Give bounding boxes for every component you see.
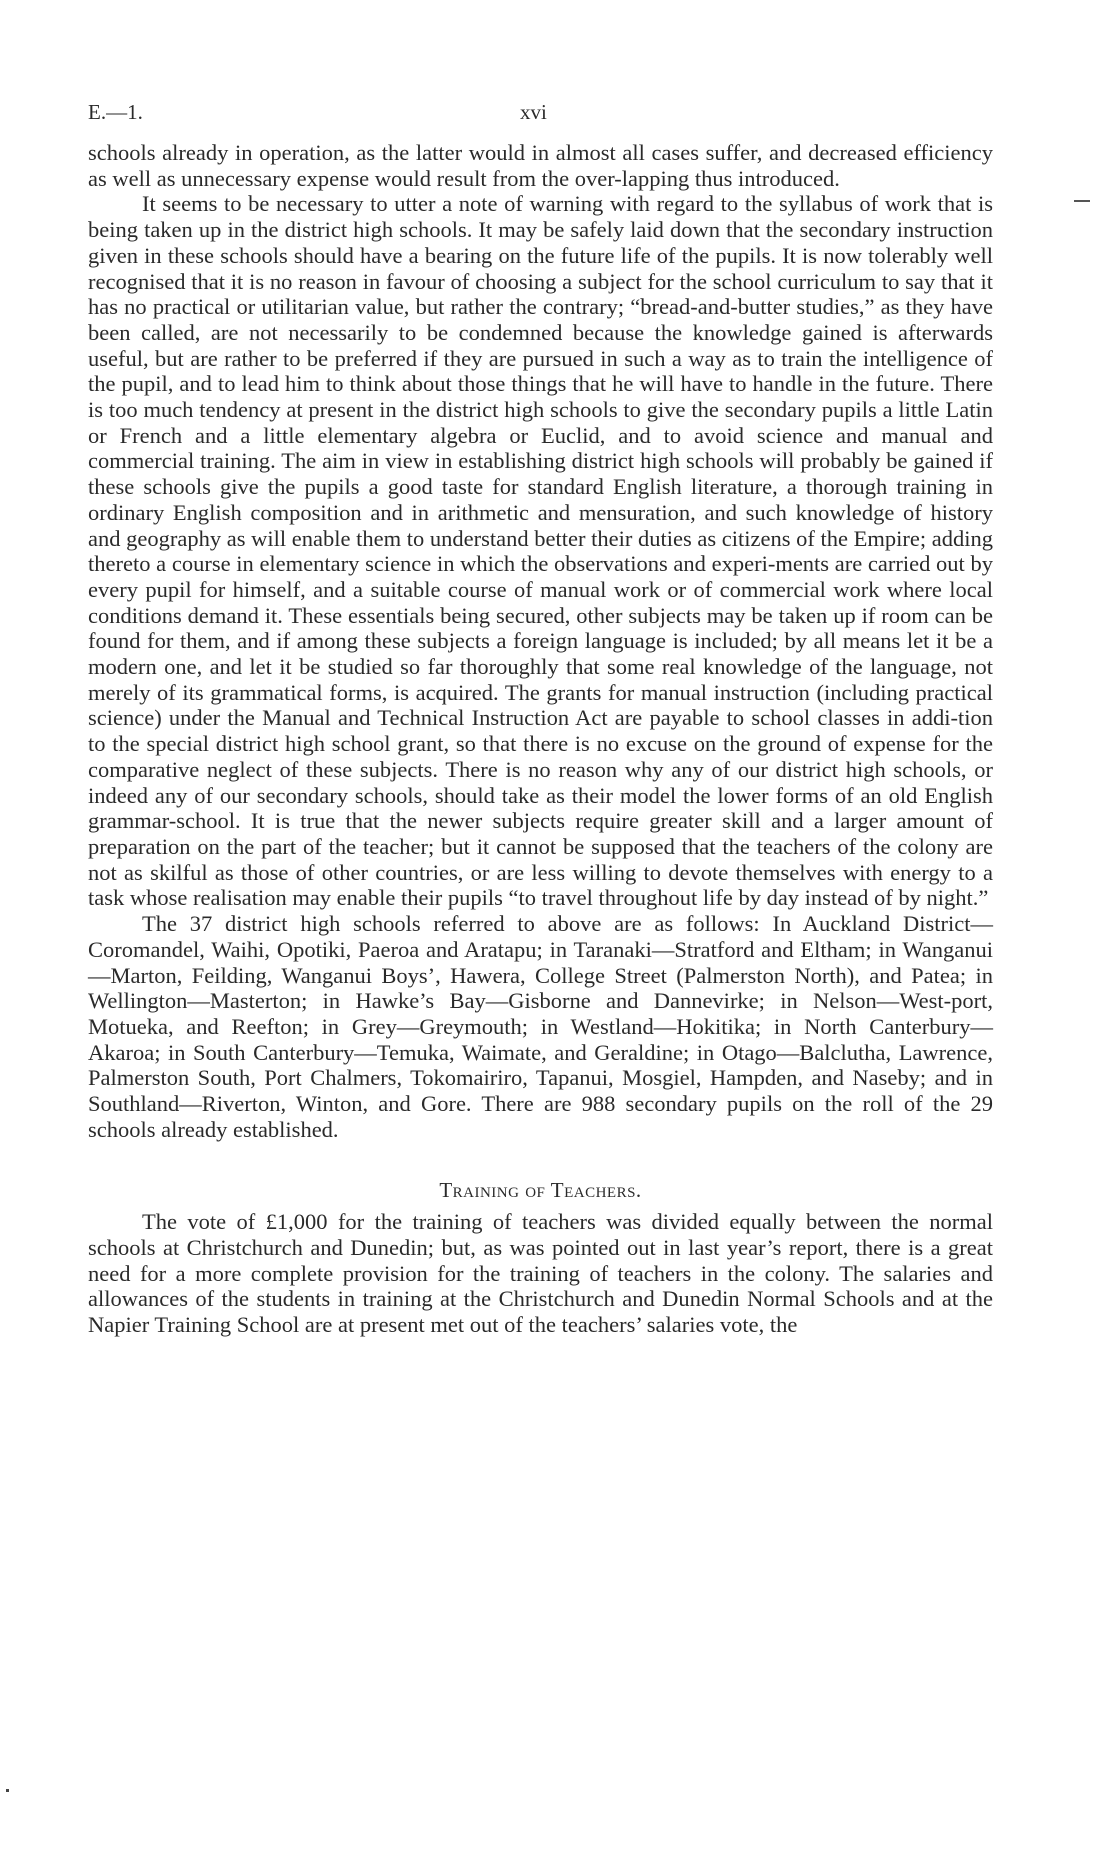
section-heading-training-of-teachers: Training of Teachers.: [439, 1178, 642, 1203]
paragraph-continuation: schools already in operation, as the latter would in almost all cases suffer, and decreased efficiency as well as unnecessary expense would result from the over-lapping thus introduced.: [88, 140, 993, 191]
paragraph-training-vote: The vote of £1,000 for the training of teachers was divided equally between the normal schools at Christchurch and Dunedin; but, as was pointed out in last year’s report, there is a great need for a more complete provision for the training of teachers in the colony. The salaries and allowances of the students in training at the Christchurch and Dunedin Normal Schools and at the Napier Training School are at present met out of the teachers’ salaries vote, the: [88, 1209, 993, 1337]
paragraph-syllabus-warning: It seems to be necessary to utter a note of warning with regard to the syllabus of work that is being taken up in the district high schools. It may be safely laid down that the secondary instruction given in these schools should have a bearing on the future life of the pupils. It is now tolerably well recognised that it is no reason in favour of choosing a subject for the school curriculum to say that it has no practical or utilitarian value, but rather the contrary; “bread-and-butter studies,” as they have been called, are not necessarily to be condemned because the knowledge gained is afterwards useful, but are rather to be preferred if they are pursued in such a way as to train the intelligence of the pupil, and to lead him to think about those things that he will have to handle in the future. There is too much tendency at present in the district high schools to give the secondary pupils a little Latin or French and a little elementary algebra or Euclid, and to avoid science and manual and commercial training. The aim in view in establishing district high schools will probably be gained if these schools give the pupils a good taste for standard English literature, a thorough training in ordinary English composition and in arithmetic and mensuration, and such knowledge of history and geography as will enable them to understand better their duties as citizens of the Empire; adding thereto a course in elementary science in which the observations and experi-ments are carried out by every pupil for himself, and a suitable course of manual work or of commercial work where local conditions demand it. These essentials being secured, other subjects may be taken up if room can be found for them, and if among these subjects a foreign language is included; by all means let it be a modern one, and let it be studied so far thoroughly that some real knowledge of the language, not merely of its grammatical forms, is acquired. The grants for manual instruction (including practical science) under the Manual and Technical Instruction Act are payable to school classes in addi-tion to the special district high school grant, so that there is no excuse on the ground of expense for the comparative neglect of these subjects. There is no reason why any of our district high schools, or indeed any of our secondary schools, should take as their model the lower forms of an old English grammar-school. It is true that the newer subjects require greater skill and a larger amount of preparation on the part of the teacher; but it cannot be supposed that the teachers of the colony are not as skilful as those of other countries, or are less willing to devote themselves with energy to a task whose realisation may enable their pupils “to travel throughout life by day instead of by night.”: [88, 191, 993, 911]
margin-mark: [1074, 200, 1090, 202]
document-page: [88, 100, 993, 1338]
document-reference: E.—1.: [88, 100, 143, 124]
page-number: xvi: [520, 100, 547, 124]
paragraph-district-schools-list: The 37 district high schools referred to above are as follows: In Auckland District—Coromandel, Waihi, Opotiki, Paeroa and Aratapu; in Taranaki—Stratford and Eltham; in Wanganui—Marton, Feilding, Wanganui Boys’, Hawera, College Street (Palmerston North), and Patea; in Wellington—Masterton; in Hawke’s Bay—Gisborne and Dannevirke; in Nelson—West-port, Motueka, and Reefton; in Grey—Greymouth; in Westland—Hokitika; in North Canterbury—Akaroa; in South Canterbury—Temuka, Waimate, and Geraldine; in Otago—Balclutha, Lawrence, Palmerston South, Port Chalmers, Tokomairiro, Tapanui, Mosgiel, Hampden, and Naseby; and in Southland—Riverton, Winton, and Gore. There are 988 secondary pupils on the roll of the 29 schools already established.: [88, 911, 993, 1142]
margin-dot: [6, 1789, 9, 1792]
page-header: [88, 100, 993, 140]
